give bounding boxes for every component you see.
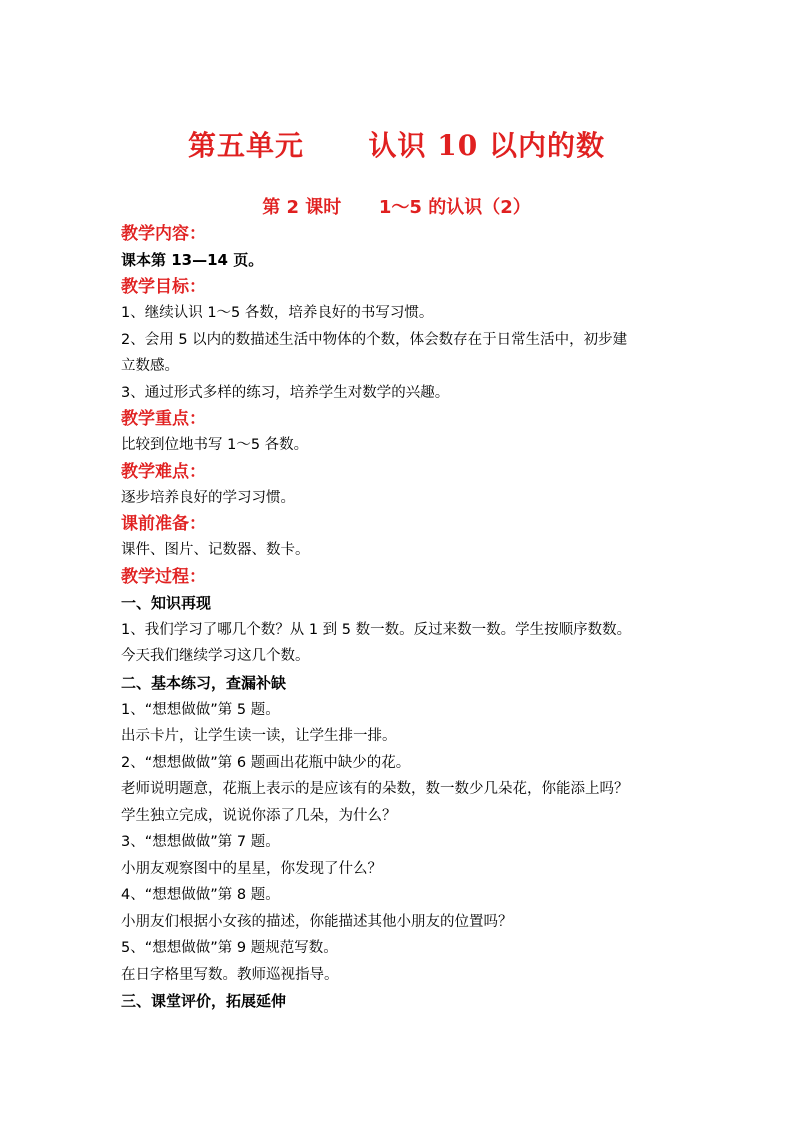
section-heading: 教学内容： — [121, 224, 206, 244]
bold-line: 课本第 13—14 页。 — [121, 251, 264, 269]
page-subtitle: 第 2 课时 1～5 的认识（2） — [262, 197, 531, 218]
text-line: 老师说明题意，花瓶上表示的是应该有的朵数，数一数少几朵花，你能添上吗？ — [121, 781, 629, 797]
text-line: 课件、图片、记数器、数卡。 — [121, 542, 310, 558]
text-line: 出示卡片，让学生读一读，让学生排一排。 — [121, 728, 397, 744]
section-heading: 教学目标： — [121, 277, 206, 297]
text-line: 1、我们学习了哪几个数？从 1 到 5 数一数。反过来数一数。学生按顺序数数。 — [121, 621, 632, 638]
text-line: 3、“想想做做”第 7 题。 — [121, 834, 280, 850]
section-heading: 课前准备： — [121, 514, 206, 534]
page-title: 第五单元 认识 10 以内的数 — [188, 129, 605, 162]
text-line: 4、“想想做做”第 8 题。 — [121, 887, 280, 903]
text-line: 小朋友们根据小女孩的描述，你能描述其他小朋友的位置吗？ — [121, 913, 513, 930]
section-heading: 教学难点： — [121, 461, 206, 482]
bold-line: 一、知识再现 — [121, 593, 212, 612]
text-line: 1、继续认识 1～5 各数，培养良好的书写习惯。 — [121, 305, 434, 321]
text-line: 2、“想想做做”第 6 题画出花瓶中缺少的花。 — [121, 754, 411, 771]
text-line: 小朋友观察图中的星星，你发现了什么？ — [121, 860, 382, 877]
text-line: 逐步培养良好的学习习惯。 — [121, 489, 295, 506]
text-line: 5、“想想做做”第 9 题规范写数。 — [121, 940, 338, 956]
text-line: 1、“想想做做”第 5 题。 — [121, 701, 280, 718]
text-line: 3、通过形式多样的练习，培养学生对数学的兴趣。 — [121, 384, 450, 401]
bold-line: 二、基本练习，查漏补缺 — [121, 673, 287, 692]
text-line: 比较到位地书写 1～5 各数。 — [121, 437, 309, 453]
text-line: 学生独立完成，说说你添了几朵，为什么？ — [121, 807, 397, 824]
section-heading: 教学重点： — [121, 409, 206, 429]
document-body — [121, 221, 681, 1015]
text-line: 立数感。 — [121, 358, 179, 374]
text-line: 今天我们继续学习这几个数。 — [121, 648, 310, 664]
bold-line: 三、课堂评价，拓展延伸 — [121, 992, 287, 1010]
text-line: 2、会用 5 以内的数描述生活中物体的个数，体会数存在于日常生活中，初步建 — [121, 331, 628, 348]
text-line: 在日字格里写数。教师巡视指导。 — [121, 966, 339, 983]
section-heading: 教学过程： — [121, 566, 206, 587]
